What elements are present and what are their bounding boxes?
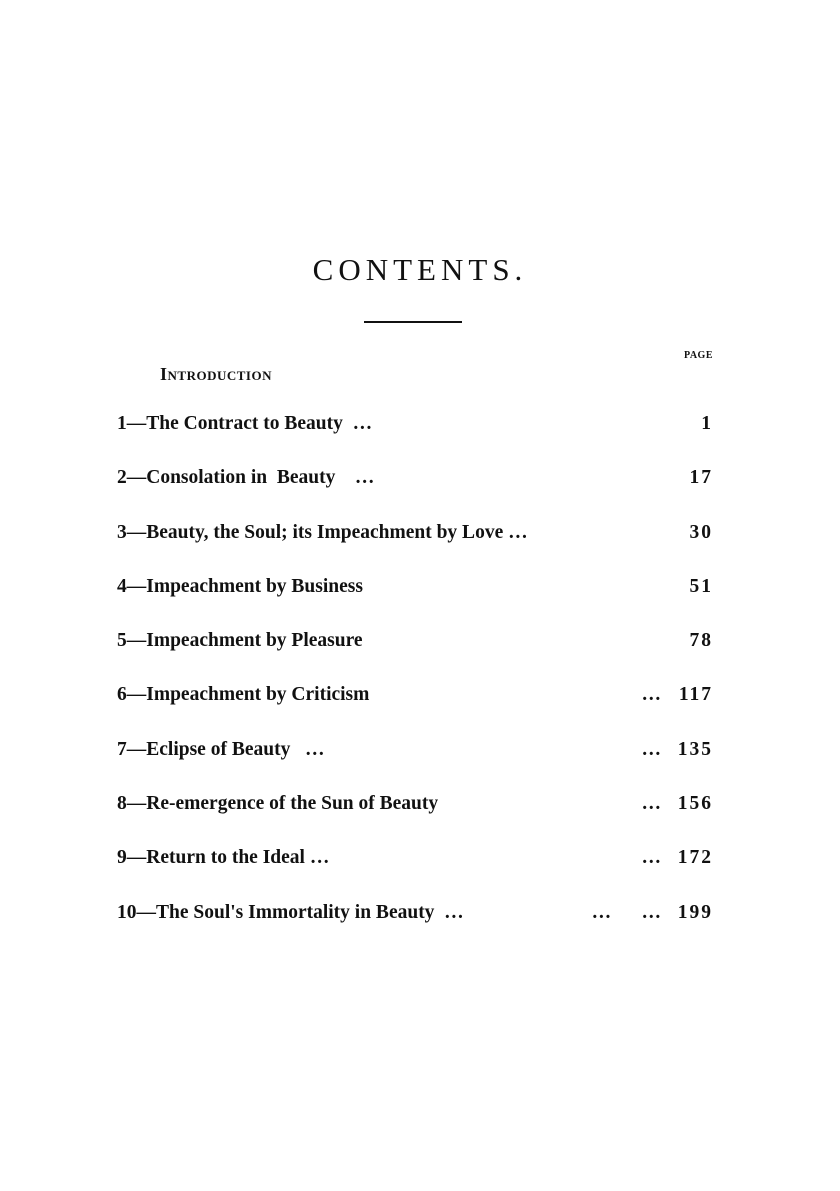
- toc-entry: [117, 793, 717, 847]
- toc-entry-page: 30: [689, 521, 713, 543]
- toc-entry-title: 9—Return to the Ideal …: [117, 847, 330, 869]
- toc-entry-title: 3—Beauty, the Soul; its Impeachment by Love …: [117, 521, 528, 543]
- toc-entry-title: 5—Impeachment by Pleasure: [117, 630, 363, 652]
- page-column-header: PAGE: [683, 350, 713, 361]
- toc-entry-leader: … …: [591, 901, 662, 923]
- toc-entry: [117, 522, 717, 576]
- toc-entry-leader: …: [641, 738, 662, 760]
- toc-entry-page: 17: [689, 467, 713, 489]
- toc-entry-title: 2—Consolation in Beauty …: [117, 467, 375, 489]
- toc-entry: [117, 684, 717, 738]
- toc-entry-title: 7—Eclipse of Beauty …: [117, 738, 325, 760]
- toc-entry-title: 8—Re-emergence of the Sun of Beauty: [117, 793, 439, 815]
- toc-entry-title: 1—The Contract to Beauty …: [117, 413, 373, 434]
- toc-entry-page: 78: [689, 630, 713, 652]
- toc-entry-title: 6—Impeachment by Criticism: [117, 684, 370, 706]
- toc-entry: [117, 739, 717, 793]
- toc-entry-page: 135: [677, 738, 713, 760]
- toc-entry-leader: …: [641, 793, 662, 815]
- toc-entry-title: 4—Impeachment by Business: [117, 575, 363, 597]
- toc-entry: [117, 467, 717, 521]
- toc-entry: [117, 630, 717, 684]
- toc-entry-page: 1: [701, 413, 713, 434]
- toc-entry-page: 156: [677, 793, 713, 815]
- toc-entry-page: 117: [678, 684, 713, 706]
- toc-entry: [117, 847, 717, 901]
- introduction-heading: Introduction: [160, 364, 272, 384]
- title-rule: [364, 321, 462, 323]
- toc-entry-page: 51: [689, 575, 713, 597]
- toc-entry-title: 10—The Soul's Immortality in Beauty …: [117, 901, 464, 923]
- toc-entry-page: 199: [677, 901, 713, 923]
- toc-entry: [117, 413, 717, 467]
- toc-entry: [117, 902, 717, 956]
- toc-entry-leader: …: [641, 684, 662, 706]
- toc-list: [117, 413, 717, 956]
- toc-entry-page: 172: [677, 847, 713, 869]
- page-title: CONTENTS.: [312, 252, 528, 287]
- toc-entry-leader: …: [641, 847, 662, 869]
- toc-entry: [117, 576, 717, 630]
